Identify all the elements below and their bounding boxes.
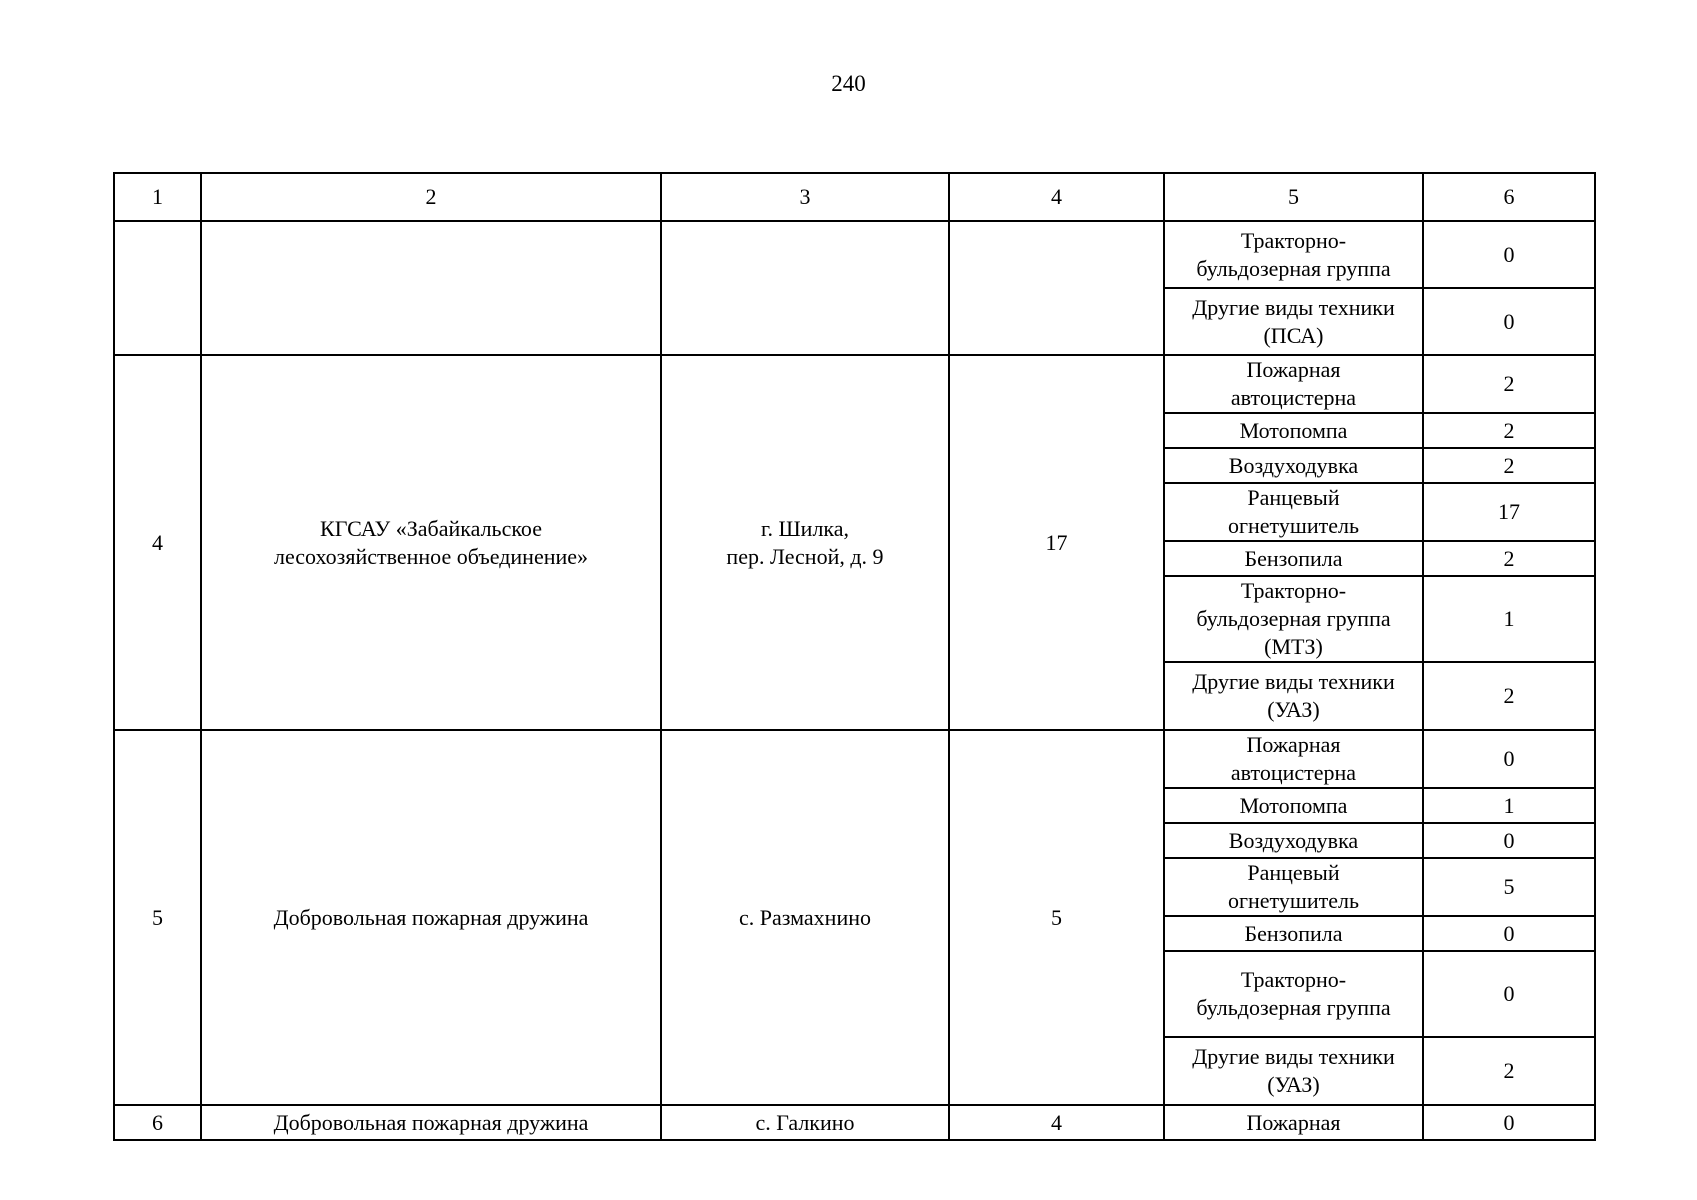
header-cell: 6	[1423, 173, 1595, 221]
personnel-cell	[949, 221, 1164, 355]
header-cell: 2	[201, 173, 661, 221]
equipment-cell: Другие виды техники (УАЗ)	[1164, 662, 1423, 730]
count-cell: 0	[1423, 916, 1595, 951]
count-cell: 2	[1423, 541, 1595, 576]
count-cell: 0	[1423, 730, 1595, 788]
organization-cell: Добровольная пожарная дружина	[201, 1105, 661, 1140]
equipment-cell: Другие виды техники (ПСА)	[1164, 288, 1423, 355]
entry-number-cell	[114, 221, 201, 355]
address-cell	[661, 221, 949, 355]
header-cell: 3	[661, 173, 949, 221]
equipment-cell: Ранцевый огнетушитель	[1164, 858, 1423, 916]
personnel-cell: 17	[949, 355, 1164, 730]
organization-cell: Добровольная пожарная дружина	[201, 730, 661, 1105]
entry-number-cell: 5	[114, 730, 201, 1105]
equipment-cell: Воздуходувка	[1164, 823, 1423, 858]
address-cell: с. Галкино	[661, 1105, 949, 1140]
table-row	[114, 730, 1595, 788]
count-cell: 0	[1423, 221, 1595, 288]
organization-cell	[201, 221, 661, 355]
header-cell: 5	[1164, 173, 1423, 221]
equipment-cell: Пожарная автоцистерна	[1164, 355, 1423, 413]
equipment-cell: Тракторно- бульдозерная группа	[1164, 221, 1423, 288]
count-cell: 1	[1423, 576, 1595, 662]
count-cell: 1	[1423, 788, 1595, 823]
count-cell: 0	[1423, 1105, 1595, 1140]
count-cell: 2	[1423, 355, 1595, 413]
personnel-cell: 5	[949, 730, 1164, 1105]
page-number: 240	[831, 71, 866, 96]
equipment-cell: Пожарная автоцистерна	[1164, 730, 1423, 788]
count-cell: 2	[1423, 413, 1595, 448]
equipment-cell: Пожарная	[1164, 1105, 1423, 1140]
organization-cell: КГСАУ «Забайкальское лесохозяйственное объединение»	[201, 355, 661, 730]
equipment-cell: Бензопила	[1164, 916, 1423, 951]
personnel-cell: 4	[949, 1105, 1164, 1140]
equipment-table	[113, 172, 1596, 1141]
address-cell: г. Шилка, пер. Лесной, д. 9	[661, 355, 949, 730]
count-cell: 0	[1423, 288, 1595, 355]
entry-number-cell: 6	[114, 1105, 201, 1140]
table-row	[114, 221, 1595, 288]
entry-number-cell: 4	[114, 355, 201, 730]
address-cell: с. Размахнино	[661, 730, 949, 1105]
equipment-cell: Тракторно- бульдозерная группа (МТЗ)	[1164, 576, 1423, 662]
count-cell: 2	[1423, 448, 1595, 483]
count-cell: 0	[1423, 823, 1595, 858]
count-cell: 17	[1423, 483, 1595, 541]
header-cell: 4	[949, 173, 1164, 221]
table-row	[114, 1105, 1595, 1140]
header-row	[114, 173, 1595, 221]
count-cell: 0	[1423, 951, 1595, 1037]
equipment-cell: Мотопомпа	[1164, 413, 1423, 448]
equipment-cell: Другие виды техники (УАЗ)	[1164, 1037, 1423, 1105]
header-cell: 1	[114, 173, 201, 221]
equipment-cell: Воздуходувка	[1164, 448, 1423, 483]
equipment-cell: Тракторно- бульдозерная группа	[1164, 951, 1423, 1037]
count-cell: 2	[1423, 1037, 1595, 1105]
equipment-cell: Мотопомпа	[1164, 788, 1423, 823]
count-cell: 2	[1423, 662, 1595, 730]
count-cell: 5	[1423, 858, 1595, 916]
table-row	[114, 355, 1595, 413]
equipment-cell: Бензопила	[1164, 541, 1423, 576]
equipment-cell: Ранцевый огнетушитель	[1164, 483, 1423, 541]
